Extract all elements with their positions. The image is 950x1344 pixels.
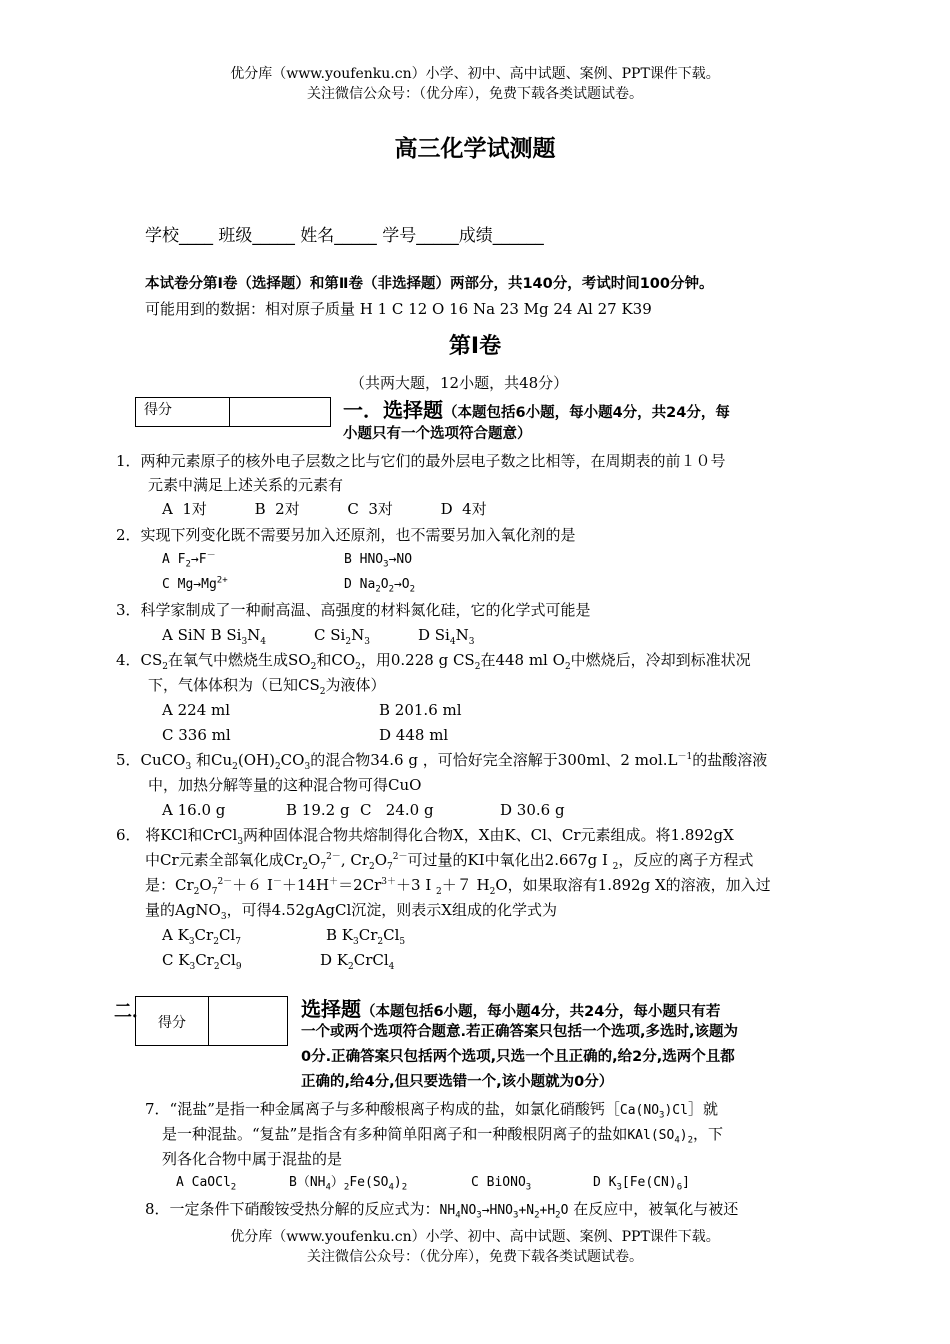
atomic-mass-data: 可能用到的数据：相对原子质量 H 1 C 12 O 16 Na 23 Mg 24 Al 27 K39 — [145, 300, 652, 318]
score-label: 得分 — [136, 398, 230, 426]
q7-stem-3: 列各化合物中属于混盐的是 — [162, 1150, 343, 1168]
footer-line-2: 关注微信公众号：（优分库），免费下载各类试题试卷。 — [307, 1249, 643, 1265]
section-1-desc: （本题包括6小题，每小题4分，共24分，每 — [443, 405, 730, 421]
section-1-title: 一．选择题 — [343, 398, 443, 422]
q1-options: A 1对 B 2对 C 3对 D 4对 — [162, 500, 487, 518]
score-box-1 — [135, 397, 331, 427]
section-2-desc-3: 0分.正确答案只包括两个选项,只选一个且正确的,给2分,选两个且都 — [301, 1049, 735, 1065]
section-2-desc: （本题包括6小题，每小题4分，共24分，每小题只有若 — [361, 1004, 721, 1020]
q5-option-d: D 30.6 g — [500, 801, 565, 819]
q5-stem-2: 中，加热分解等量的这种混合物可得CuO — [148, 776, 422, 794]
q7-option-d: D $K_3[Fe(CN)_6]$ — [593, 1175, 690, 1193]
section-2-desc-4: 正确的,给4分,但只要选错一个,该小题就为0分） — [301, 1074, 614, 1090]
q2-option-c: C $Mg\to Mg^{2+}$ — [162, 575, 228, 592]
student-info-line: 学校____ 班级_____ 姓名_____ 学号_____成绩______ — [145, 226, 544, 246]
section-2-heading — [301, 997, 720, 1021]
q8-stem-1: 8．一定条件下硝酸铵受热分解的反应式为：$NH_4NO_3\to HNO_3+N_2+H_2O$ 在反应中，被氧化与被还 — [145, 1200, 739, 1221]
q6-stem-1: 6． 将KCl和CrCl$_3$两种固体混合物共熔制得化合物X，X由K、Cl、Cr元素组成。将1.892gX — [116, 826, 734, 847]
part-1-title: 第Ⅰ卷 — [448, 334, 502, 359]
q1-stem-2: 元素中满足上述关系的元素有 — [148, 476, 344, 494]
q5-option-c: C 24.0 g — [360, 801, 434, 819]
q6-stem-2: 中Cr元素全部氧化成$Cr_2O_7^{2-}$, $Cr_2O_7^{2-}$可过量的KI中氧化出2.667g I $_2$，反应的离子方程式 — [145, 851, 754, 872]
page-title: 高三化学试测题 — [394, 136, 556, 162]
q5-option-a: A 16.0 g — [162, 801, 226, 819]
header-line-2: 关注微信公众号：（优分库），免费下载各类试题试卷。 — [307, 86, 643, 102]
q7-option-a: A CaOCl$_2$ — [176, 1175, 237, 1193]
q5-stem-1: 5．CuCO$_3$ 和$Cu_2(OH)_2CO_3$的混合物34.6 g ，可恰好完全溶解于300ml、2 $mol.L^{-1}$的盐酸溶液 — [116, 751, 768, 772]
q4-stem-2: 下，气体体积为（已知$CS_2$为液体） — [148, 676, 386, 697]
q6-option-c: C $K_3Cr_2Cl_9$ — [162, 951, 242, 972]
section-2-desc-2: 一个或两个选项符合题意.若正确答案只包括一个选项,多选时,该题为 — [301, 1024, 739, 1040]
score-input[interactable] — [209, 997, 287, 1045]
q6-option-a: A $K_3Cr_2Cl_7$ — [162, 926, 241, 947]
part-1-subtitle: （共两大题，12小题，共48分） — [350, 374, 569, 392]
q6-option-b: B $K_3Cr_2Cl_5$ — [326, 926, 406, 947]
footer-line-1: 优分库（www.youfenku.cn）小学、初中、高中试题、案例、PPT课件下载。 — [230, 1229, 720, 1245]
q4-option-d: D 448 ml — [379, 726, 449, 744]
score-box-2 — [135, 996, 288, 1046]
q7-stem-2: 是一种混盐。“复盐”是指含有多种简单阳离子和一种酸根阴离子的盐如$KAl(SO_4)_2$，下 — [162, 1125, 723, 1146]
q2-stem: 2．实现下列变化既不需要另加入还原剂，也不需要另加入氧化剂的是 — [116, 526, 576, 544]
q6-stem-4: 量的AgNO$_3$，可得4.52gAgCl沉淀，则表示X组成的化学式为 — [145, 901, 557, 922]
q6-option-d: D $K_2CrCl_4$ — [320, 951, 395, 972]
q3-stem: 3．科学家制成了一种耐高温、高强度的材料氮化硅，它的化学式可能是 — [116, 601, 591, 619]
q4-stem-1: 4．$CS_2$在氧气中燃烧生成$SO_2$和$CO_2$，用0.228 g $CS_2$在448 ml $O_2$中燃烧后，冷却到标准状况 — [116, 651, 751, 672]
section-1-heading — [343, 398, 730, 422]
q6-stem-3: 是：$Cr_2O_7^{2-}+6$ $I^-+14H^+=2Cr^{3+}+3$ I $_2$＋７ $H_2O$，如果取溶有1.892g X的溶液，加入过 — [145, 876, 771, 897]
q2-option-d: D $Na_2O_2\to O_2$ — [344, 577, 416, 595]
score-label: 得分 — [136, 997, 209, 1045]
q7-option-b: $B(NH_4)_2Fe(SO_4)_2$ — [289, 1175, 408, 1193]
q5-option-b: B 19.2 g — [286, 801, 350, 819]
section-1-desc-2: 小题只有一个选项符合题意） — [343, 426, 532, 442]
section-2-number: 二． — [114, 1001, 150, 1022]
q4-option-a: A 224 ml — [162, 701, 231, 719]
q2-option-b: B $HNO_3\to NO$ — [344, 552, 413, 570]
exam-intro: 本试卷分第Ⅰ卷（选择题）和第Ⅱ卷（非选择题）两部分，共140分，考试时间100分钟。 — [145, 276, 714, 292]
q3-options: A SiN B $Si_3N_4$ C $Si_2N_3$ D $Si_4N_3$ — [162, 626, 475, 647]
q7-option-c: C BiONO$_3$ — [471, 1175, 532, 1193]
q7-stem-1: 7．“混盐”是指一种金属离子与多种酸根离子构成的盐，如氯化硝酸钙$[Ca(NO_3)Cl]$就 — [145, 1100, 718, 1121]
q4-option-b: B 201.6 ml — [379, 701, 462, 719]
section-2-title: 选择题 — [301, 997, 361, 1021]
q4-option-c: C 336 ml — [162, 726, 231, 744]
q2-option-a: A $F_2\to F^-$ — [162, 550, 216, 570]
q1-stem-1: 1．两种元素原子的核外电子层数之比与它们的最外层电子数之比相等，在周期表的前１０号 — [116, 452, 726, 470]
header-line-1: 优分库（www.youfenku.cn）小学、初中、高中试题、案例、PPT课件下载。 — [230, 66, 720, 82]
score-input[interactable] — [230, 398, 330, 426]
